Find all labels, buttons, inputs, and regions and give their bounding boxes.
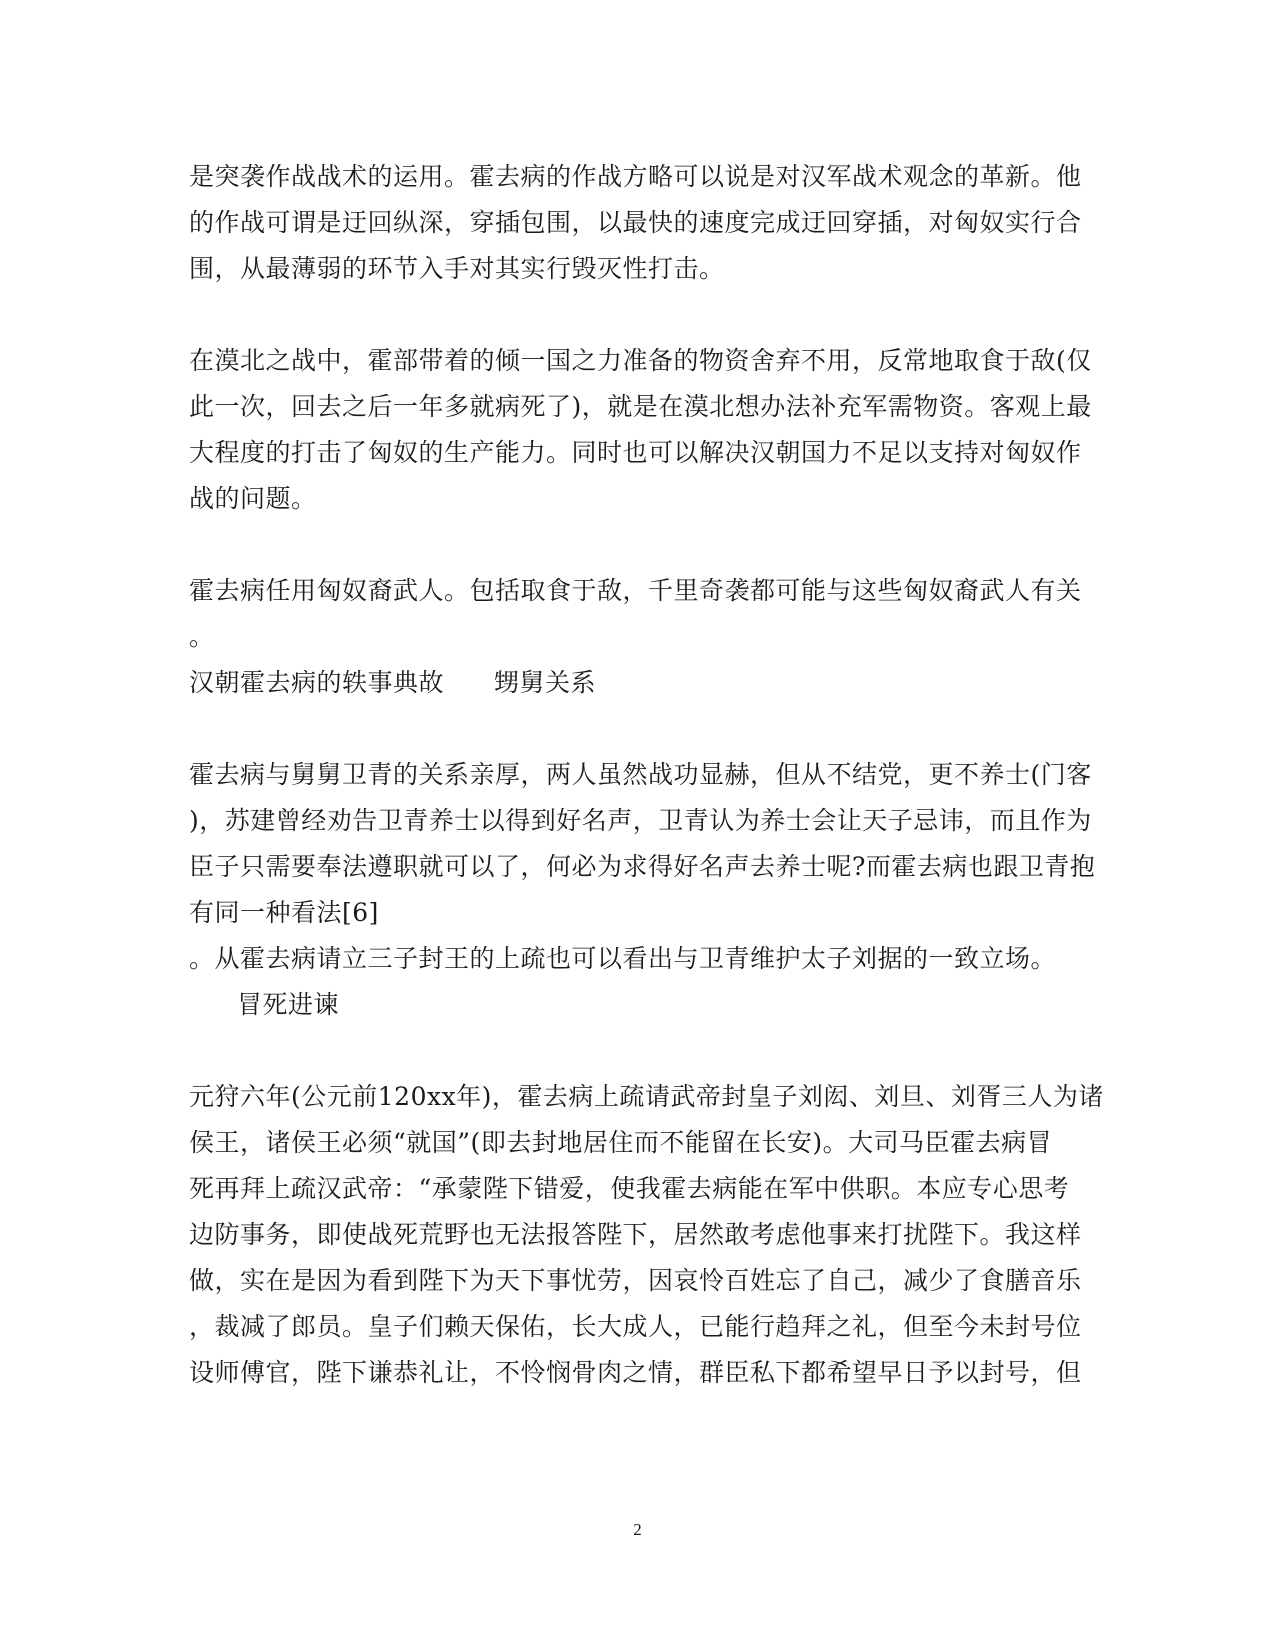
paragraph-mobei-line: 此一次，回去之后一年多就病死了)，就是在漠北想办法补充军需物资。客观上最 [189,392,1092,421]
paragraph-uncle-line: 。从霍去病请立三子封王的上疏也可以看出与卫青维护太子刘据的一致立场。 [189,944,1057,973]
paragraph-remonstrance-line: ，裁减了郎员。皇子们赖天保佑，长大成人，已能行趋拜之礼，但至今未封号位 [189,1312,1082,1341]
paragraph-tactics-line: 是突袭作战战术的运用。霍去病的作战方略可以说是对汉军战术观念的革新。他 [189,162,1082,191]
paragraph-remonstrance-line: 做，实在是因为看到陛下为天下事忧劳，因哀怜百姓忘了自己，减少了食膳音乐 [189,1266,1082,1295]
paragraph-xiongnu-line: 。 [189,622,215,651]
paragraph-xiongnu-line: 霍去病任用匈奴裔武人。包括取食于敌，千里奇袭都可能与这些匈奴裔武人有关 [189,576,1082,605]
paragraph-remonstrance-line: 元狩六年(公元前120xx年)，霍去病上疏请武帝封皇子刘闳、刘旦、刘胥三人为诸 [189,1082,1104,1111]
paragraph-remonstrance-line: 侯王，诸侯王必须“就国”(即去封地居住而不能留在长安)。大司马臣霍去病冒 [189,1128,1053,1157]
paragraph-remonstrance-line: 边防事务，即使战死荒野也无法报答陛下，居然敢考虑他事来打扰陛下。我这样 [189,1220,1082,1249]
paragraph-mobei-line: 在漠北之战中，霍部带着的倾一国之力准备的物资舍弃不用，反常地取食于敌(仅 [189,346,1092,375]
paragraph-mobei-line: 大程度的打击了匈奴的生产能力。同时也可以解决汉朝国力不足以支持对匈奴作 [189,438,1082,467]
paragraph-uncle-line: 臣子只需要奉法遵职就可以了，何必为求得好名声去养士呢?而霍去病也跟卫青抱 [189,852,1096,881]
paragraph-tactics-line: 围，从最薄弱的环节入手对其实行毁灭性打击。 [189,254,725,283]
paragraph-mobei-line: 战的问题。 [189,484,317,513]
section-heading-remonstrance: 冒死进谏 [237,990,340,1019]
paragraph-tactics-line: 的作战可谓是迂回纵深，穿插包围，以最快的速度完成迂回穿插，对匈奴实行合 [189,208,1082,237]
paragraph-uncle-line: )，苏建曾经劝告卫青养士以得到好名声，卫青认为养士会让天子忌讳，而且作为 [189,806,1092,835]
paragraph-uncle-line: 霍去病与舅舅卫青的关系亲厚，两人虽然战功显赫，但从不结党，更不养士(门客 [189,760,1092,789]
paragraph-remonstrance-line: 死再拜上疏汉武帝：“承蒙陛下错爱，使我霍去病能在军中供职。本应专心思考 [189,1174,1070,1203]
paragraph-uncle-line: 有同一种看法[6] [189,898,379,927]
paragraph-remonstrance-line: 设师傅官，陛下谦恭礼让，不怜悯骨肉之情，群臣私下都希望早日予以封号，但 [189,1358,1082,1387]
page-number: 2 [633,1520,642,1539]
heading-subtitle: 甥舅关系 [494,668,597,697]
section-heading-anecdotes [189,668,596,698]
heading-title: 汉朝霍去病的轶事典故 [189,668,445,697]
